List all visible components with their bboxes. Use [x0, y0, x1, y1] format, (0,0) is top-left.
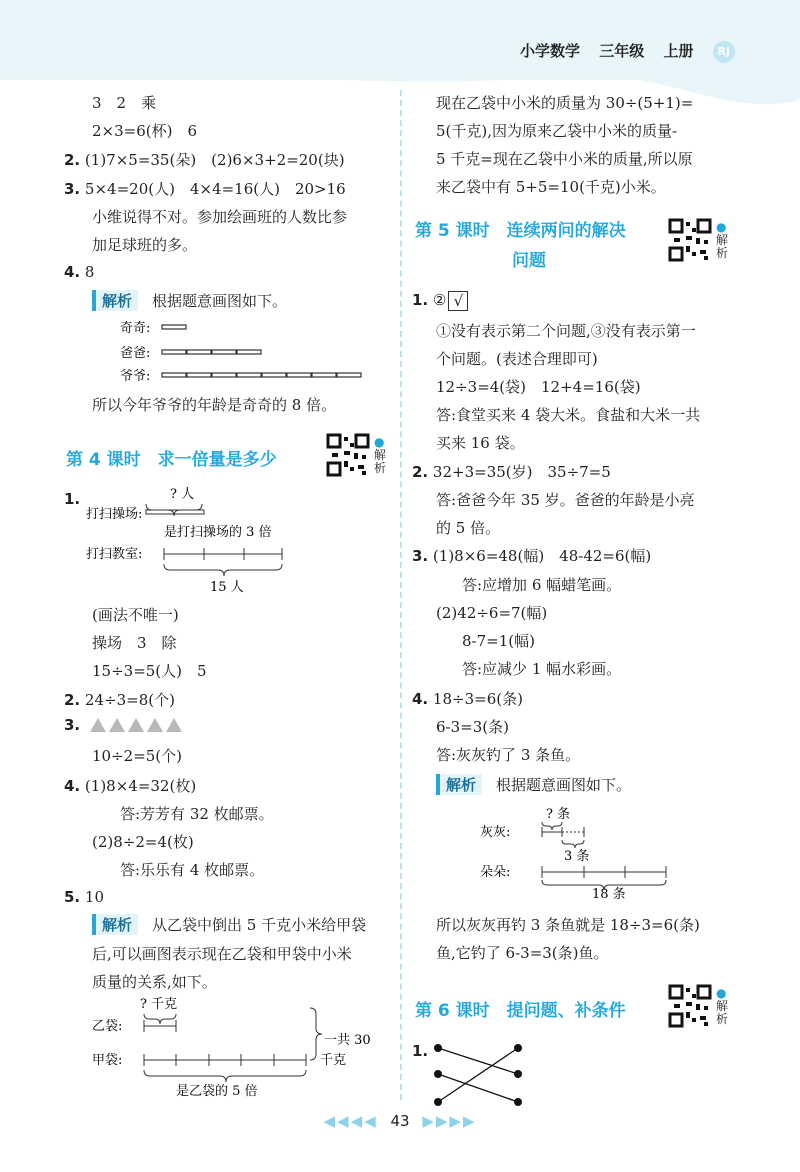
diagram-label: 甲袋:	[92, 1053, 123, 1068]
header-subject: 小学数学	[520, 42, 581, 60]
answer-text: ②	[432, 291, 447, 309]
triangle-icon	[166, 718, 182, 732]
triangle-icon	[147, 718, 163, 732]
header-volume: 上册	[663, 42, 694, 60]
answer-line: 个问题。(表述合理即可)	[436, 350, 598, 368]
answer-line: ①没有表示第二个问题,③没有表示第一	[436, 322, 696, 340]
qr-label: ● 解析	[716, 986, 729, 1026]
question-4	[412, 688, 523, 709]
answer-line: 12÷3=4(袋) 12+4=16(袋)	[436, 378, 641, 396]
question-5	[64, 888, 104, 906]
q-number: 5.	[64, 888, 81, 906]
qr-label-text: 解析	[716, 233, 729, 260]
answer-text: 32+3=35(岁) 35÷7=5	[432, 463, 611, 481]
answer-text: (1)8×6=48(幅) 48-42=6(幅)	[432, 547, 652, 565]
analysis-text: 从乙袋中倒出 5 千克小米给甲袋	[152, 916, 367, 934]
answer-text: 10	[84, 888, 105, 906]
q-number: 4.	[64, 777, 81, 795]
diagram-label: 千克	[320, 1053, 347, 1068]
header-title	[520, 40, 749, 63]
answer-line: 加足球班的多。	[92, 236, 198, 254]
diagram-label: 打扫操场:	[86, 507, 143, 522]
answer-line: 答:乐乐有 4 枚邮票。	[120, 861, 265, 879]
q-number: 3.	[412, 547, 429, 565]
answer-line: 买来 16 袋。	[436, 434, 525, 452]
answer-line: 8-7=1(幅)	[462, 632, 535, 650]
lesson-title-4: 第 4 课时 求一倍量是多少	[66, 450, 277, 470]
answer-line: 的 5 倍。	[436, 519, 501, 537]
line-diagram-bags	[92, 994, 392, 1098]
question-2	[64, 689, 175, 710]
diagram-label: 朵朵:	[480, 865, 511, 880]
answer-line: 答:爸爸今年 35 岁。爸爸的年龄是小亮	[436, 491, 695, 509]
answer-line: 15÷3=5(人) 5	[92, 662, 207, 680]
qr-label-text: 解析	[374, 448, 387, 475]
lesson-title-6: 第 6 课时 提问题、补条件	[415, 1001, 626, 1021]
answer-line: 质量的关系,如下。	[92, 973, 217, 991]
diagram-label: ? 千克	[140, 997, 178, 1012]
q-number: 1.	[412, 1042, 429, 1060]
answer-line: 6-3=3(条)	[436, 718, 509, 736]
question-4	[64, 775, 196, 796]
qr-code-icon[interactable]	[668, 218, 712, 266]
q-number: 4.	[64, 263, 81, 281]
answer-text: (1)8×4=32(枚)	[84, 777, 197, 795]
qr-code-icon	[668, 984, 712, 1028]
q-number: 1.	[64, 490, 81, 508]
q-number: 2.	[64, 691, 81, 709]
q-number: 3.	[64, 180, 81, 198]
diagram-label: ? 人	[170, 487, 195, 502]
answer-line: 10÷2=5(个)	[92, 747, 183, 765]
diagram-label: 灰灰:	[480, 825, 511, 840]
diagram-label: 乙袋:	[92, 1019, 123, 1034]
q-number: 3.	[64, 716, 81, 734]
qr-label-text: 解析	[716, 999, 729, 1026]
analysis-label: 解析	[92, 290, 138, 311]
line-diagram-cleaning	[86, 486, 316, 598]
triangle-row	[90, 716, 186, 734]
answer-line: 答:灰灰钓了 3 条鱼。	[436, 746, 581, 764]
answer-text: 8	[84, 263, 95, 281]
answer-line: 答:应减少 1 幅水彩画。	[462, 660, 622, 678]
page-footer	[0, 1112, 800, 1130]
answer-line: 2×3=6(杯) 6	[92, 122, 198, 140]
answer-line: 鱼,它钓了 6-3=3(条)鱼。	[436, 944, 609, 962]
analysis-label: 解析	[92, 914, 138, 935]
diagram-label: 18 条	[592, 887, 626, 900]
question-1	[412, 1042, 428, 1060]
analysis-line	[436, 774, 631, 795]
qr-code-icon[interactable]	[668, 984, 712, 1032]
header-grade: 三年级	[599, 42, 645, 60]
diagram-label: 是打扫操场的 3 倍	[164, 525, 272, 540]
answer-line: 答:应增加 6 幅蜡笔画。	[462, 576, 622, 594]
question-2	[64, 149, 345, 170]
answer-text: 18÷3=6(条)	[432, 690, 523, 708]
answer-line: 操场 3 除	[92, 634, 177, 652]
answer-text: 24÷3=8(个)	[84, 691, 175, 709]
question-4	[64, 263, 94, 281]
diagram-label: 是乙袋的 5 倍	[176, 1084, 258, 1098]
answer-line: 5(千克),因为原来乙袋中小米的质量-	[436, 122, 678, 140]
triangle-icon	[128, 718, 144, 732]
diagram-label: 爸爸:	[120, 346, 151, 361]
diagram-label: 15 人	[210, 580, 244, 595]
question-1	[412, 291, 468, 311]
answer-line: 现在乙袋中小米的质量为 30÷(5+1)=	[436, 94, 694, 112]
line-diagram-ages	[100, 316, 380, 386]
question-3	[64, 716, 80, 734]
qr-code-icon	[668, 218, 712, 262]
q-number: 2.	[64, 151, 81, 169]
answer-text: (1)7×5=35(朵) (2)6×3+2=20(块)	[84, 151, 345, 169]
qr-label: ● 解析	[716, 220, 729, 260]
question-3	[412, 545, 651, 566]
analysis-line	[92, 914, 366, 935]
diagram-label: ? 条	[546, 807, 571, 822]
diagram-label: 3 条	[564, 849, 590, 864]
answer-line: 5 千克=现在乙袋中小米的质量,所以原	[436, 150, 693, 168]
analysis-text: 根据题意画图如下。	[152, 292, 288, 310]
lesson-title-5: 第 5 课时 连续两问的解决	[415, 221, 626, 241]
question-2	[412, 461, 611, 482]
analysis-label: 解析	[436, 774, 482, 795]
matching-lines	[430, 1040, 530, 1110]
qr-code-icon	[326, 433, 370, 477]
triangle-icon	[90, 718, 106, 732]
edition-badge: RJ	[713, 41, 735, 63]
right-arrows-icon: ▶▶▶▶	[422, 1112, 477, 1130]
analysis-line	[92, 290, 287, 311]
q-number: 1.	[412, 291, 429, 309]
lesson-title-5-cont: 问题	[512, 251, 546, 271]
q-number	[64, 490, 80, 508]
analysis-text: 根据题意画图如下。	[496, 776, 632, 794]
answer-line: 后,可以画图表示现在乙袋和甲袋中小米	[92, 945, 352, 963]
answer-line: 所以灰灰再钓 3 条鱼就是 18÷3=6(条)	[436, 916, 700, 934]
answer-line: 来乙袋中有 5+5=10(千克)小米。	[436, 178, 666, 196]
answer-line: (2)8÷2=4(枚)	[92, 833, 194, 851]
left-arrows-icon: ◀◀◀◀	[323, 1112, 378, 1130]
answer-line: 所以今年爷爷的年龄是奇奇的 8 倍。	[92, 396, 337, 414]
answer-line: (画法不唯一)	[92, 606, 179, 624]
answer-line: (2)42÷6=7(幅)	[436, 604, 548, 622]
answer-line: 3 2 乘	[92, 94, 157, 112]
q-number: 2.	[412, 463, 429, 481]
diagram-label: 爷爷:	[120, 369, 151, 384]
qr-code-icon[interactable]	[326, 433, 370, 481]
triangle-icon	[109, 718, 125, 732]
answer-text: 5×4=20(人) 4×4=16(人) 20>16	[84, 180, 346, 198]
answer-line: 答:芳芳有 32 枚邮票。	[120, 805, 274, 823]
page-number: 43	[390, 1112, 410, 1130]
diagram-label: 打扫教室:	[86, 547, 143, 562]
answer-line: 答:食堂买来 4 袋大米。食盐和大米一共	[436, 406, 701, 424]
diagram-label: 一共 30	[324, 1033, 371, 1048]
column-divider	[400, 90, 402, 1100]
question-3	[64, 178, 346, 199]
diagram-label: 奇奇:	[120, 321, 151, 336]
check-box-icon: √	[448, 291, 468, 311]
answer-line: 小维说得不对。参加绘画班的人数比参	[92, 208, 348, 226]
q-number: 4.	[412, 690, 429, 708]
line-diagram-fish	[480, 804, 680, 900]
qr-label: ● 解析	[374, 435, 387, 475]
